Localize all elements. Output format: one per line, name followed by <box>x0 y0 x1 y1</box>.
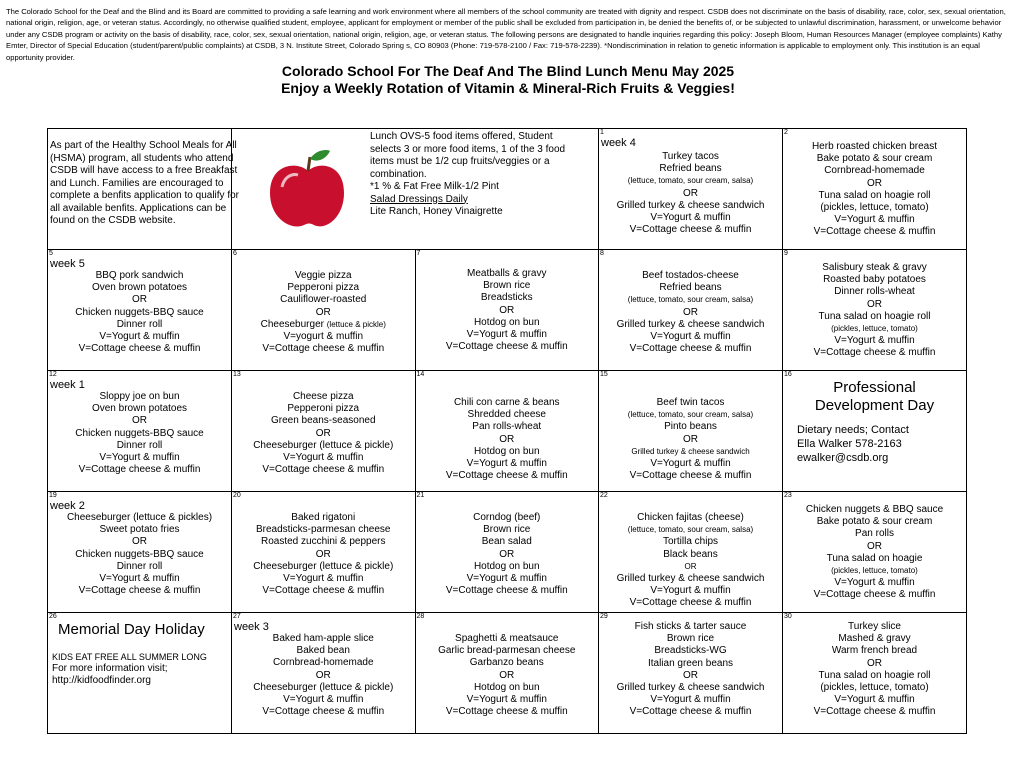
menu-line: V=Cottage cheese & muffin <box>445 470 568 482</box>
day-number: 6 <box>233 250 237 257</box>
intro-cell <box>48 129 239 250</box>
contact-name: Ella Walker 578-2163 <box>797 438 902 450</box>
menu-line: V=Cottage cheese & muffin <box>262 585 385 597</box>
menu-calendar <box>47 128 967 734</box>
day-menu <box>599 250 782 355</box>
menu-line: V=Yogurt & muffin <box>283 573 364 585</box>
menu-line: Roasted zucchini & peppers <box>260 536 386 548</box>
day-menu <box>232 371 415 476</box>
day-number: 26 <box>49 613 57 620</box>
menu-line: OR <box>683 306 698 318</box>
menu-line: V=Yogurt & muffin <box>650 458 731 470</box>
menu-line: Cheeseburger (lettuce & pickles) <box>66 512 213 523</box>
menu-line: Tuna salad on hoagie roll <box>818 189 931 201</box>
menu-line: Chicken fajitas (cheese) <box>637 512 744 523</box>
menu-line: Spaghetti & meatsauce <box>455 633 559 644</box>
menu-line: Pepperoni pizza <box>287 282 360 294</box>
menu-line: V=Yogurt & muffin <box>466 329 547 341</box>
menu-line: V=Yogurt & muffin <box>650 331 731 343</box>
page-title: Colorado School For The Deaf And The Blind Lunch Menu May 2025 <box>281 63 735 79</box>
calendar-row <box>48 613 967 734</box>
menu-line: Oven brown potatoes <box>91 282 188 294</box>
menu-line: Dinner roll <box>116 318 163 330</box>
menu-line: Cornbread-homemade <box>272 657 374 669</box>
menu-line: Cheeseburger (lettuce & pickle) <box>253 439 394 451</box>
week-label: week 3 <box>234 621 269 633</box>
day-menu <box>783 250 966 360</box>
calendar-row <box>48 250 967 371</box>
menu-line: (pickles, lettuce, tomato) <box>820 202 929 214</box>
day-cell-15 <box>599 371 783 492</box>
menu-line: Tuna salad on hoagie roll <box>818 669 931 681</box>
menu-line: Beef tostados-cheese <box>642 270 739 281</box>
day-number: 23 <box>784 492 792 499</box>
menu-line: Tortilla chips <box>662 536 719 548</box>
menu-line: Tuna salad on hoagie roll <box>818 310 931 322</box>
menu-line: OR <box>132 536 147 548</box>
menu-line: V=Yogurt & muffin <box>834 335 915 347</box>
menu-line: OR <box>499 433 515 445</box>
day-cell-5 <box>48 250 232 371</box>
menu-line: Breadsticks-WG <box>654 645 727 657</box>
dressings-text: Lite Ranch, Honey Vinaigrette <box>370 206 503 217</box>
menu-line: Bake potato & sour cream <box>816 153 933 165</box>
menu-line: V=Yogurt & muffin <box>650 694 731 706</box>
menu-line: Beef twin tacos <box>656 397 725 408</box>
menu-line: Grilled turkey & cheese sandwich <box>616 318 765 330</box>
menu-line: V=Yogurt & muffin <box>834 214 915 226</box>
menu-line: V=Cottage cheese & muffin <box>262 464 385 476</box>
menu-line: Baked rigatoni <box>291 512 356 523</box>
menu-line: Cornbread-homemade <box>824 165 925 177</box>
day-menu <box>599 371 782 482</box>
menu-note: (pickles, lettuce, tomato) <box>831 324 918 334</box>
menu-line: Cheese pizza <box>292 391 354 402</box>
menu-line: Breadsticks <box>480 292 533 304</box>
menu-note: (pickles, lettuce, tomato) <box>831 566 918 576</box>
menu-line: V=Yogurt & muffin <box>834 694 915 706</box>
day-menu <box>783 492 966 602</box>
menu-line: OR <box>867 540 882 552</box>
day-cell-2 <box>783 129 967 250</box>
menu-line: Baked ham-apple slice <box>272 633 374 644</box>
menu-note: (lettuce, tomato, sour cream, salsa) <box>627 176 754 186</box>
menu-line: Chili con carne & beans <box>453 397 560 408</box>
menu-line: Salisbury steak & gravy <box>822 262 927 273</box>
menu-line: V=Yogurt & muffin <box>99 331 180 343</box>
menu-line: V=Cottage cheese & muffin <box>629 224 752 236</box>
menu-line: Garbanzo beans <box>469 657 544 669</box>
menu-line: Hotdog on bun <box>473 445 540 457</box>
menu-line: V=Yogurt & muffin <box>283 452 364 464</box>
menu-line: Dinner rolls-wheat <box>834 286 915 298</box>
menu-line: OR <box>683 669 698 681</box>
day-menu <box>416 492 599 597</box>
day-number: 13 <box>233 371 241 378</box>
menu-line: Corndog (beef) <box>473 512 541 523</box>
menu-line <box>232 319 415 331</box>
day-menu <box>416 250 599 353</box>
menu-line: V=Yogurt & muffin <box>466 573 547 585</box>
menu-line: V=Cottage cheese & muffin <box>445 341 568 353</box>
ovs-text: Lunch OVS-5 food items offered, Student selects 3 or more food items, 1 of the 3 food items must be 1/2 cup fruits/veggies or a combination. <box>370 131 566 180</box>
day-number: 30 <box>784 613 792 620</box>
week-label: week 4 <box>601 137 636 149</box>
menu-line: Chicken nuggets-BBQ sauce <box>75 548 204 560</box>
menu-line: OR <box>499 304 515 316</box>
menu-line: Cauliflower-roasted <box>280 294 367 306</box>
menu-line: V=Yogurt & muffin <box>650 212 731 224</box>
menu-line: OR <box>132 294 147 306</box>
menu-note: (lettuce, tomato, sour cream, salsa) <box>627 295 754 305</box>
menu-line: Mashed & gravy <box>838 633 911 645</box>
menu-line: V=Cottage cheese & muffin <box>629 706 752 718</box>
week-label: week 1 <box>50 379 85 391</box>
menu-line: Black beans <box>663 548 718 560</box>
menu-line: Italian green beans <box>647 657 734 669</box>
menu-line: (pickles, lettuce, tomato) <box>820 682 929 694</box>
disclaimer-text: The Colorado School for the Deaf and the Blind and its Board are committed to providing a safe learning and work environment where all members of the school community are treated with dignity and respect. CSDB does not discriminate on the basis of disability, race, color, sex, sexual orientation, national origin, religion, age, or veteran status. Accordingly, no otherwise qualified student, employee, applicant for employment or member of the public shall be excluded from participation in, be denied the benefits of, or be subjected to unlawful discrimination, harassment, or unwelcome behavior under any CSDB program or activity on the basis of disability, race, color, sex, sexual orientation, national origin, religion, age, or veteran status. The following persons are designated to handle inquiries regarding this policy: Joseph Bloom, Human Resources Manager (employee complaints) Kathy Emter, Director of Special Education (student/parent/public complaints) at CSDB, 3 N. Institute Street, Colorado Spring s, CO 80903 (Phone: 719-578-2100 / Fax: 719-578-2239). *Nondiscrimination in relation to genetic information is applicable to employment only. This institution is an equal opportunity provider. <box>6 7 1006 62</box>
info-url[interactable]: http://kidfoodfinder.org <box>52 675 151 686</box>
menu-line: V=Cottage cheese & muffin <box>629 343 752 355</box>
menu-line: V=Yogurt & muffin <box>99 452 180 464</box>
menu-line: Refried beans <box>659 282 722 294</box>
day-number: 15 <box>600 371 608 378</box>
day-number: 22 <box>600 492 608 499</box>
menu-line: V=Cottage cheese & muffin <box>78 585 201 597</box>
menu-line: OR <box>683 187 698 199</box>
day-menu <box>599 129 782 236</box>
menu-line: Chicken nuggets-BBQ sauce <box>75 427 204 439</box>
menu-note: (lettuce & pickle) <box>326 319 386 329</box>
menu-line: OR <box>315 306 331 318</box>
menu-line: V=Cottage cheese & muffin <box>813 706 936 718</box>
calendar-row <box>48 129 967 250</box>
menu-line: Dinner roll <box>116 560 163 572</box>
day-menu <box>48 371 231 476</box>
menu-line: Roasted baby potatoes <box>823 274 926 286</box>
menu-note: Grilled turkey & cheese sandwich <box>631 446 750 456</box>
menu-line: Pan rolls-wheat <box>472 421 542 433</box>
holiday-title: Memorial Day Holiday <box>58 621 205 638</box>
menu-line: V=Cottage cheese & muffin <box>629 470 752 482</box>
day-cell-9 <box>783 250 967 371</box>
menu-line: V=Cottage cheese & muffin <box>445 706 568 718</box>
menu-line: V=Cottage cheese & muffin <box>813 589 936 601</box>
day-menu <box>232 250 415 355</box>
menu-line: V=Cottage cheese & muffin <box>813 226 936 238</box>
day-menu <box>232 492 415 597</box>
day-cell-30 <box>783 613 967 734</box>
menu-line: Shredded cheese <box>467 409 546 421</box>
menu-line: Dinner roll <box>116 439 163 451</box>
page-subtitle: Enjoy a Weekly Rotation of Vitamin & Mineral-Rich Fruits & Veggies! <box>281 80 735 96</box>
menu-line: Fish sticks & tarter sauce <box>634 621 747 632</box>
menu-line: Baked bean <box>296 645 350 657</box>
day-menu <box>599 613 782 719</box>
day-number: 27 <box>233 613 241 620</box>
day-menu <box>783 129 966 239</box>
menu-line: V=Cottage cheese & muffin <box>262 706 385 718</box>
day-cell-20 <box>232 492 416 613</box>
menu-line: OR <box>315 548 331 560</box>
contact-email: ewalker@csdb.org <box>797 452 889 464</box>
menu-line: OR <box>132 415 147 427</box>
menu-note: OR <box>684 561 697 571</box>
day-number: 2 <box>784 129 788 136</box>
day-menu <box>416 371 599 482</box>
menu-line: Grilled turkey & cheese sandwich <box>616 199 765 211</box>
day-cell-29 <box>599 613 783 734</box>
day-cell-28 <box>415 613 599 734</box>
menu-line: V=Cottage cheese & muffin <box>78 464 201 476</box>
menu-line: BBQ pork sandwich <box>95 270 184 281</box>
day-cell-8 <box>599 250 783 371</box>
menu-line: OR <box>867 657 882 669</box>
contact-label: Dietary needs; Contact <box>797 424 909 436</box>
pd-day-title: Professional Development Day <box>814 379 935 414</box>
day-cell-27 <box>232 613 416 734</box>
menu-line: Bake potato & sour cream <box>816 516 933 528</box>
day-number: 1 <box>600 129 604 136</box>
day-cell-26 <box>48 613 232 734</box>
day-menu <box>48 250 231 355</box>
menu-line: Sweet potato fries <box>99 524 180 536</box>
day-cell-22 <box>599 492 783 613</box>
menu-line: V=Cottage cheese & muffin <box>262 343 385 355</box>
menu-line: V=Yogurt & muffin <box>834 577 915 589</box>
week-label: week 2 <box>50 500 85 512</box>
menu-line: OR <box>315 427 331 439</box>
day-number: 12 <box>49 371 57 378</box>
menu-line: Grilled turkey & cheese sandwich <box>616 682 765 694</box>
day-cell-6 <box>232 250 416 371</box>
menu-line: Cheeseburger (lettuce & pickle) <box>253 560 394 572</box>
day-number: 9 <box>784 250 788 257</box>
menu-line: OR <box>315 669 331 681</box>
menu-line: Pan rolls <box>855 528 894 540</box>
notes-cell <box>370 129 599 250</box>
hsma-text: As part of the Healthy School Meals for All (HSMA) program, all students who attend CSDB will have access to a free Breakfast and Lunch. Families are encouraged to complete a benfits application to qualify for all available benfits. Applications can be found on the CSDB website. <box>50 140 239 226</box>
info-text: For more information visit; <box>52 663 168 674</box>
calendar-row <box>48 492 967 613</box>
day-number: 20 <box>233 492 241 499</box>
menu-line: Tuna salad on hoagie <box>826 552 923 564</box>
menu-line: Hotdog on bun <box>473 316 540 328</box>
day-number: 21 <box>416 492 425 499</box>
menu-line: OR <box>867 298 882 310</box>
menu-line: Brown rice <box>483 280 531 292</box>
day-number: 28 <box>416 613 425 620</box>
menu-line: Bean salad <box>481 536 532 548</box>
day-number: 5 <box>49 250 53 257</box>
day-cell-1 <box>599 129 783 250</box>
day-cell-7 <box>415 250 599 371</box>
menu-line: OR <box>683 433 698 445</box>
menu-line: OR <box>499 548 515 560</box>
menu-line: V=Yogurt & muffin <box>466 694 547 706</box>
day-menu <box>599 492 782 610</box>
day-cell-12 <box>48 371 232 492</box>
menu-line: Veggie pizza <box>294 270 352 281</box>
day-cell-21 <box>415 492 599 613</box>
menu-line: Meatballs & gravy <box>467 268 547 279</box>
day-cell-19 <box>48 492 232 613</box>
menu-note: (lettuce, tomato, sour cream, salsa) <box>627 525 754 535</box>
cheeseburger-text: Cheeseburger <box>260 318 324 330</box>
menu-line: Refried beans <box>659 163 722 175</box>
menu-line: V=Yogurt & muffin <box>99 573 180 585</box>
notes-block <box>370 129 598 219</box>
menu-line: Pepperoni pizza <box>287 403 360 415</box>
menu-line: Herb roasted chicken breast <box>811 141 938 152</box>
menu-line: Turkey slice <box>848 621 901 632</box>
menu-line: V=Yogurt & muffin <box>650 585 731 597</box>
menu-line: Chicken nuggets & BBQ sauce <box>805 504 944 515</box>
menu-line: Brown rice <box>666 633 715 645</box>
dressings-title: Salad Dressings Daily <box>370 193 468 205</box>
menu-line: Hotdog on bun <box>473 560 540 572</box>
apple-icon <box>268 147 346 231</box>
summer-block <box>48 639 231 687</box>
menu-line: Chicken nuggets-BBQ sauce <box>75 306 204 318</box>
menu-line: Pinto beans <box>664 421 717 433</box>
menu-line: Oven brown potatoes <box>91 403 188 415</box>
menu-line: V=Cottage cheese & muffin <box>629 597 752 609</box>
milk-text: *1 % & Fat Free Milk-1/2 Pint <box>370 181 499 192</box>
day-menu <box>416 613 599 718</box>
kids-eat-free: KIDS EAT FREE ALL SUMMER LONG <box>52 652 207 662</box>
day-number: 29 <box>600 613 608 620</box>
menu-line: Grilled turkey & cheese sandwich <box>616 573 765 585</box>
menu-line: V=Cottage cheese & muffin <box>78 343 201 355</box>
day-number: 7 <box>416 250 421 257</box>
menu-line: Turkey tacos <box>662 151 719 162</box>
contact-block <box>783 423 966 465</box>
menu-line: V=yogurt & muffin <box>283 331 364 343</box>
day-cell-16 <box>783 371 967 492</box>
menu-line: V=Yogurt & muffin <box>283 694 364 706</box>
menu-line: Garlic bread-parmesan cheese <box>438 645 576 657</box>
menu-line: Breadsticks-parmesan cheese <box>255 524 391 536</box>
menu-line: V=Cottage cheese & muffin <box>445 585 568 597</box>
menu-note: (lettuce, tomato, sour cream, salsa) <box>627 410 754 420</box>
day-cell-23 <box>783 492 967 613</box>
menu-line: Hotdog on bun <box>473 681 540 693</box>
day-cell-13 <box>232 371 416 492</box>
day-number: 8 <box>600 250 604 257</box>
week-label: week 5 <box>50 258 85 270</box>
menu-line: V=Yogurt & muffin <box>466 458 547 470</box>
day-menu <box>48 492 231 597</box>
menu-line: OR <box>499 669 515 681</box>
day-menu <box>232 613 415 718</box>
day-number: 19 <box>49 492 57 499</box>
menu-line: V=Cottage cheese & muffin <box>813 347 936 359</box>
menu-line: Brown rice <box>483 524 531 536</box>
menu-line: OR <box>867 177 882 189</box>
day-number: 16 <box>784 371 792 378</box>
day-cell-14 <box>415 371 599 492</box>
calendar-row <box>48 371 967 492</box>
menu-line: Green beans-seasoned <box>270 415 376 427</box>
menu-line: Sloppy joe on bun <box>99 391 180 402</box>
menu-line: Warm french bread <box>831 645 918 657</box>
day-menu <box>783 613 966 719</box>
day-number: 14 <box>416 371 425 378</box>
menu-line: Cheeseburger (lettuce & pickle) <box>253 681 394 693</box>
